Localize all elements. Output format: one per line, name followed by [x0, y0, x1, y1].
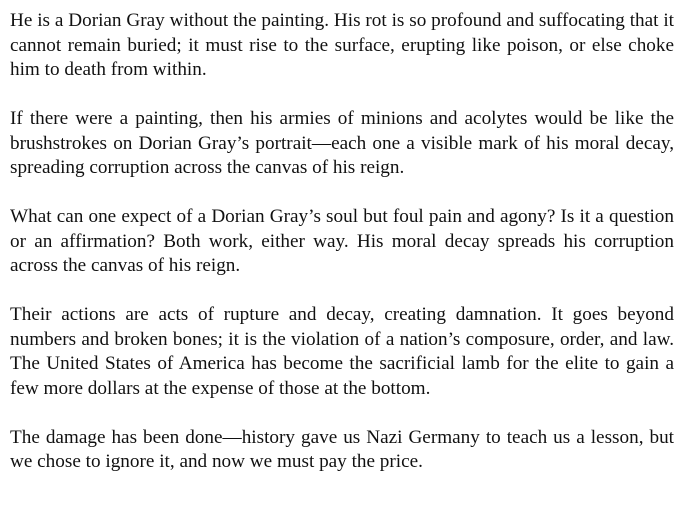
paragraph-1: He is a Dorian Gray without the painting. His rot is so profound and suffocating that it cannot remain buried; it must rise to the surface, erupting like poison, or else choke him to death from within. [10, 10, 674, 80]
paragraph-5: The damage has been done—history gave us Nazi Germany to teach us a lesson, but we chose to ignore it, and now we must pay the price. [10, 426, 674, 472]
paragraph-3: What can one expect of a Dorian Gray’s soul but foul pain and agony? Is it a question or an affirmation? Both work, either way. His moral decay spreads his corruption across the canvas of his reign. [10, 206, 674, 276]
paragraph-4: Their actions are acts of rupture and decay, creating damnation. It goes beyond numbers and broken bones; it is the violation of a nation’s composure, order, and law. The United States of America has become the sacrificial lamb for the elite to gain a few more dollars at the expense of those at the bottom. [10, 304, 674, 399]
paragraph-2: If there were a painting, then his armies of minions and acolytes would be like the brushstrokes on Dorian Gray’s portrait—each one a visible mark of his moral decay, spreading corruption across the canvas of his reign. [10, 108, 674, 178]
